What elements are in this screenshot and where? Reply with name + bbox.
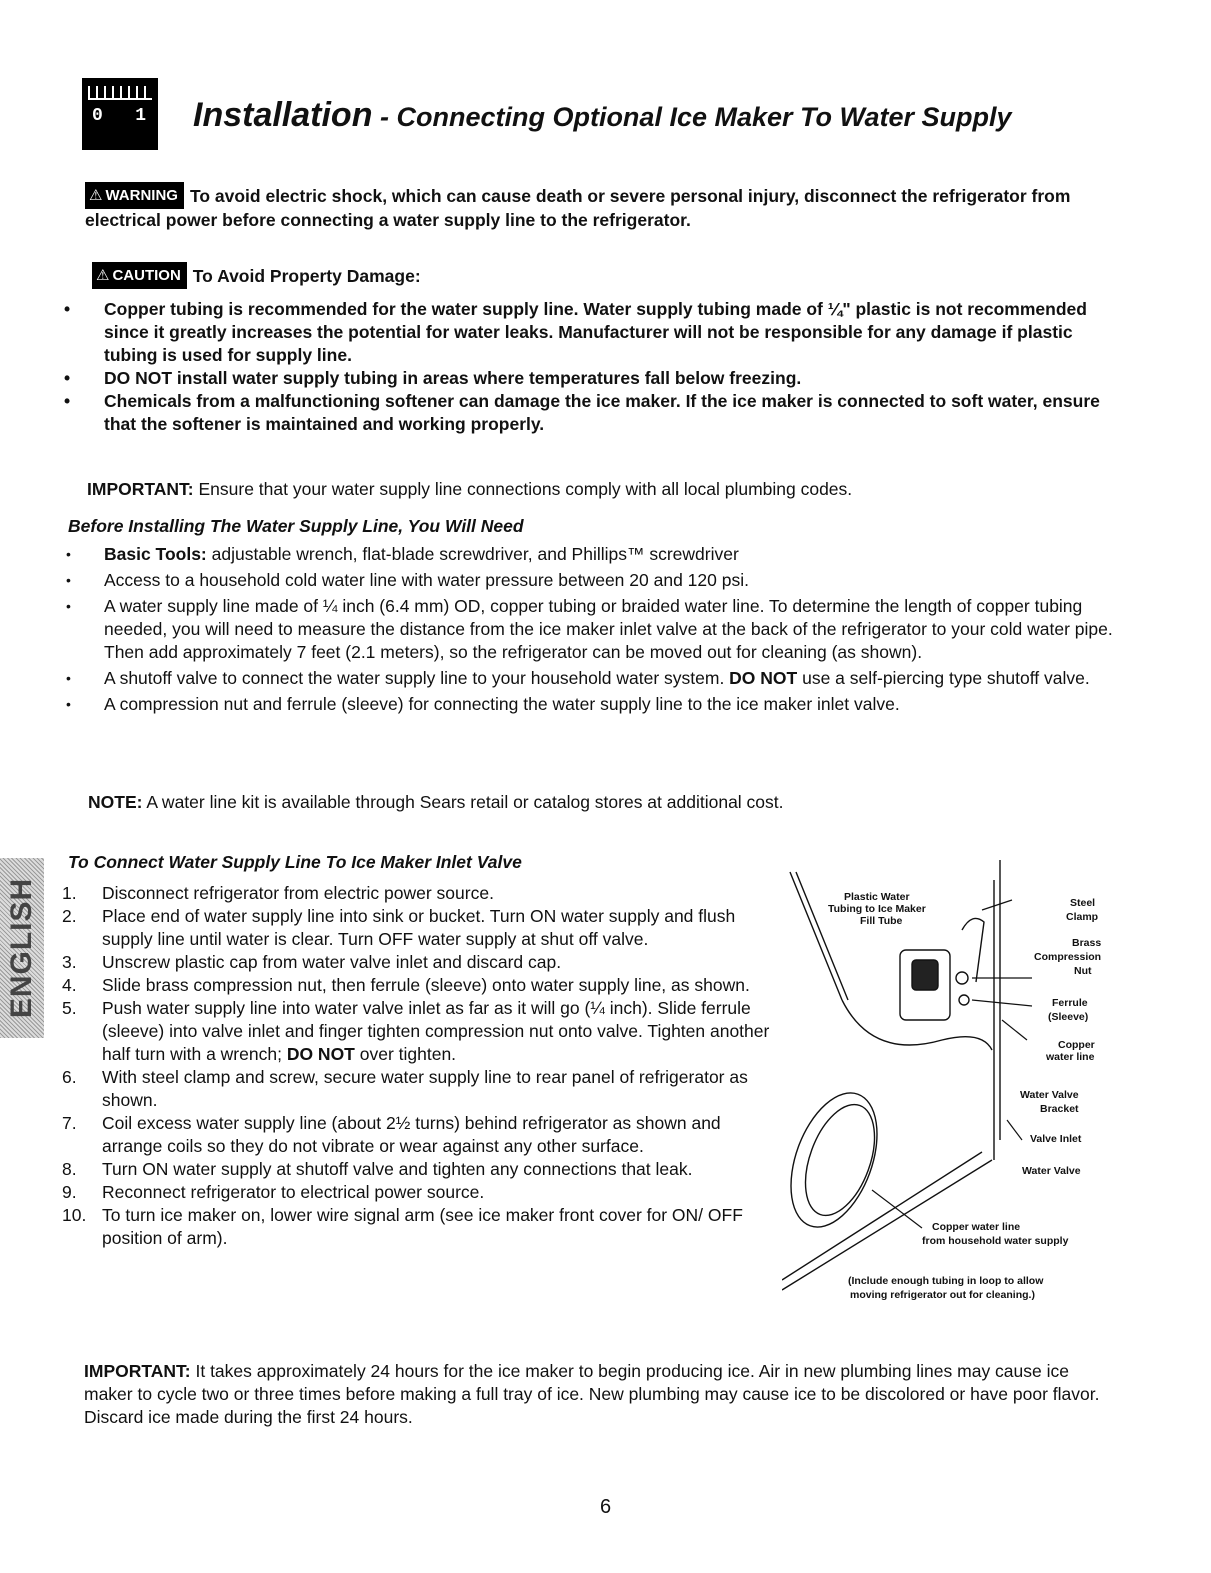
caution-heading: To Avoid Property Damage:	[192, 266, 421, 286]
list-item	[64, 569, 1124, 592]
step-number: 2.	[62, 906, 77, 926]
ruler-switch-icon	[82, 78, 158, 150]
ferrule-shape	[959, 995, 969, 1005]
item-text: A water supply line made of ¼ inch (6.4 mm) OD, copper tubing or braided water line. To determine the length of copper tubing needed, you will need to measure the distance from the ice maker inlet valve at the back of the refrigerator to your cold water pipe. Then add approximately 7 feet (2.1 meters), so the refrigerator can be moved out for cleaning (as shown).	[104, 596, 1113, 662]
step-text: Disconnect refrigerator from electric power source.	[102, 883, 494, 903]
step-item	[62, 1181, 772, 1204]
note-text: A water line kit is available through Sears retail or catalog stores at additional cost.	[146, 792, 784, 812]
title-sub: Connecting Optional Ice Maker To Water Supply	[396, 102, 1012, 132]
title-sep: -	[372, 102, 397, 132]
step-text: With steel clamp and screw, secure water supply line to rear panel of refrigerator as shown.	[102, 1067, 748, 1110]
page-title	[193, 96, 1173, 135]
item-bold: Basic Tools:	[104, 544, 207, 564]
step-item	[62, 1158, 772, 1181]
diagram-label: Compression	[1034, 951, 1102, 963]
list-item	[64, 543, 1124, 566]
leader-line	[1002, 1020, 1027, 1040]
diagram-label: Tubing to Ice Maker	[828, 903, 926, 915]
step-number: 8.	[62, 1159, 77, 1179]
step-number: 9.	[62, 1182, 77, 1202]
step-text: Push water supply line into water valve inlet as far as it will go (¼ inch). Slide ferrule (sleeve) into valve inlet and finger tighten compression nut onto valve. Tighten another half turn with a wrench;	[102, 998, 770, 1064]
step-item	[62, 951, 772, 974]
copper-line-shape	[842, 1000, 992, 1050]
language-tab	[0, 858, 44, 1038]
caution-list	[64, 298, 1114, 436]
step-item	[62, 1066, 772, 1112]
important-label: IMPORTANT:	[84, 1361, 191, 1381]
requirements-list	[64, 543, 1124, 719]
diagram-label: Ferrule	[1052, 997, 1088, 1009]
caution-item: • Chemicals from a malfunctioning softener can damage the ice maker. If the ice maker is connected to soft water, ensure that the softener is maintained and working properly.	[64, 390, 1114, 436]
step-item	[62, 997, 772, 1066]
steps-list	[62, 882, 772, 1250]
step-bold: DO NOT	[286, 1044, 355, 1064]
diagram-label: Clamp	[1066, 911, 1099, 923]
section-heading-before: Before Installing The Water Supply Line, You Will Need	[68, 516, 524, 536]
valve-coil	[912, 960, 938, 990]
diagram-label: moving refrigerator out for cleaning.)	[850, 1289, 1035, 1301]
title-main: Installation	[193, 96, 373, 134]
diagram-label: Fill Tube	[860, 915, 903, 927]
diagram-label: from household water supply	[922, 1235, 1069, 1247]
important-label: IMPORTANT:	[87, 479, 194, 499]
diagram-label: Brass	[1072, 937, 1102, 949]
alert-triangle-icon: ⚠	[89, 187, 103, 204]
step-text: To turn ice maker on, lower wire signal arm (see ice maker front cover for ON/ OFF position of arm).	[102, 1205, 743, 1248]
diagram-label: (Sleeve)	[1048, 1011, 1089, 1023]
warning-block	[85, 182, 1125, 232]
icon-label-right: 1	[135, 106, 146, 126]
language-tab-label: ENGLISH	[5, 877, 38, 1019]
floor-line	[782, 1152, 982, 1280]
compression-nut-shape	[956, 972, 968, 984]
section-heading-connect: To Connect Water Supply Line To Ice Maker Inlet Valve	[68, 852, 522, 872]
caution-badge	[92, 262, 187, 289]
diagram-label: Copper	[1058, 1039, 1095, 1051]
step-item	[62, 1112, 772, 1158]
item-bold: DO NOT	[729, 668, 798, 688]
step-text: Slide brass compression nut, then ferrule (sleeve) onto water supply line, as shown.	[102, 975, 750, 995]
diagram-label: Bracket	[1040, 1103, 1079, 1115]
warning-label: WARNING	[105, 187, 178, 204]
caution-heading-row	[92, 262, 1122, 289]
step-item	[62, 882, 772, 905]
diagram-label: water line	[1046, 1051, 1095, 1063]
step-text: Coil excess water supply line (about 2½ turns) behind refrigerator as shown and arrange coils so they do not vibrate or wear against any other surface.	[102, 1113, 721, 1156]
step-item	[62, 1204, 772, 1250]
list-item	[64, 595, 1124, 664]
diagram-label: Water Valve	[1022, 1165, 1081, 1177]
tube-line	[790, 872, 842, 1000]
step-text: Unscrew plastic cap from water valve inlet and discard cap.	[102, 952, 562, 972]
diagram-label: Water Valve	[1020, 1089, 1079, 1101]
step-item	[62, 974, 772, 997]
important-text: Ensure that your water supply line connections comply with all local plumbing codes.	[198, 479, 853, 499]
tube-line	[796, 872, 848, 1000]
warning-text: To avoid electric shock, which can cause death or severe personal injury, disconnect the refrigerator from electrical power before connecting a water supply line to the refrigerator.	[85, 186, 1071, 230]
step-item	[62, 905, 772, 951]
page-number: 6	[599, 1496, 612, 1518]
item-text: adjustable wrench, flat-blade screwdriver, and Phillips™ screwdriver	[206, 544, 739, 564]
leader-line	[1007, 1120, 1022, 1140]
diagram-label: Plastic Water	[844, 891, 910, 903]
important-text: It takes approximately 24 hours for the ice maker to begin producing ice. Air in new plumbing lines may cause ice maker to cycle two or three times before making a full tray of ice. New plumbing may cause ice to be discolored or have poor flavor. Discard ice made during the first 24 hours.	[84, 1361, 1100, 1427]
step-number: 10.	[62, 1205, 87, 1225]
step-number: 6.	[62, 1067, 77, 1087]
step-text: Turn ON water supply at shutoff valve and tighten any connections that leak.	[102, 1159, 693, 1179]
step-number: 5.	[62, 998, 77, 1018]
step-number: 3.	[62, 952, 77, 972]
list-item	[64, 693, 1124, 716]
coil-shape	[782, 1081, 894, 1239]
step-text: Place end of water supply line into sink or bucket. Turn ON water supply and flush supply line until water is clear. Turn OFF water supply at shut off valve.	[102, 906, 736, 949]
warning-badge	[85, 182, 184, 209]
step-text: Reconnect refrigerator to electrical power source.	[102, 1182, 485, 1202]
caution-label: CAUTION	[112, 267, 181, 284]
diagram-label: (Include enough tubing in loop to allow	[848, 1275, 1044, 1287]
diagram-label: Steel	[1070, 897, 1096, 909]
diagram-label: Valve Inlet	[1030, 1133, 1082, 1145]
caution-item: • Copper tubing is recommended for the water supply line. Water supply tubing made of ¼" plastic is not recommended since it greatly increases the potential for water leaks. Manufacturer will not be responsible for any damage if plastic tubing is used for supply line.	[64, 298, 1114, 367]
leader-line	[982, 900, 1012, 910]
step-number: 7.	[62, 1113, 77, 1133]
note-label: NOTE:	[88, 792, 143, 812]
important-note	[87, 478, 1117, 501]
alert-triangle-icon: ⚠	[96, 267, 110, 284]
item-text: A compression nut and ferrule (sleeve) for connecting the water supply line to the ice maker inlet valve.	[104, 694, 900, 714]
important-note-2	[84, 1360, 1114, 1429]
step-text: over tighten.	[354, 1044, 457, 1064]
item-text: use a self-piercing type shutoff valve.	[797, 668, 1090, 688]
icon-label-left: 0	[92, 106, 103, 126]
list-item	[64, 667, 1124, 690]
ice-maker-diagram	[782, 860, 1102, 1320]
item-text: Access to a household cold water line with water pressure between 20 and 120 psi.	[104, 570, 749, 590]
diagram-label: Nut	[1074, 965, 1092, 977]
item-text: A shutoff valve to connect the water supply line to your household water system.	[104, 668, 730, 688]
step-number: 1.	[62, 883, 77, 903]
note	[88, 791, 1118, 814]
leader-line	[972, 1000, 1032, 1006]
caution-item: • DO NOT install water supply tubing in areas where temperatures fall below freezing.	[64, 367, 1114, 390]
diagram-label: Copper water line	[932, 1221, 1021, 1233]
step-number: 4.	[62, 975, 77, 995]
